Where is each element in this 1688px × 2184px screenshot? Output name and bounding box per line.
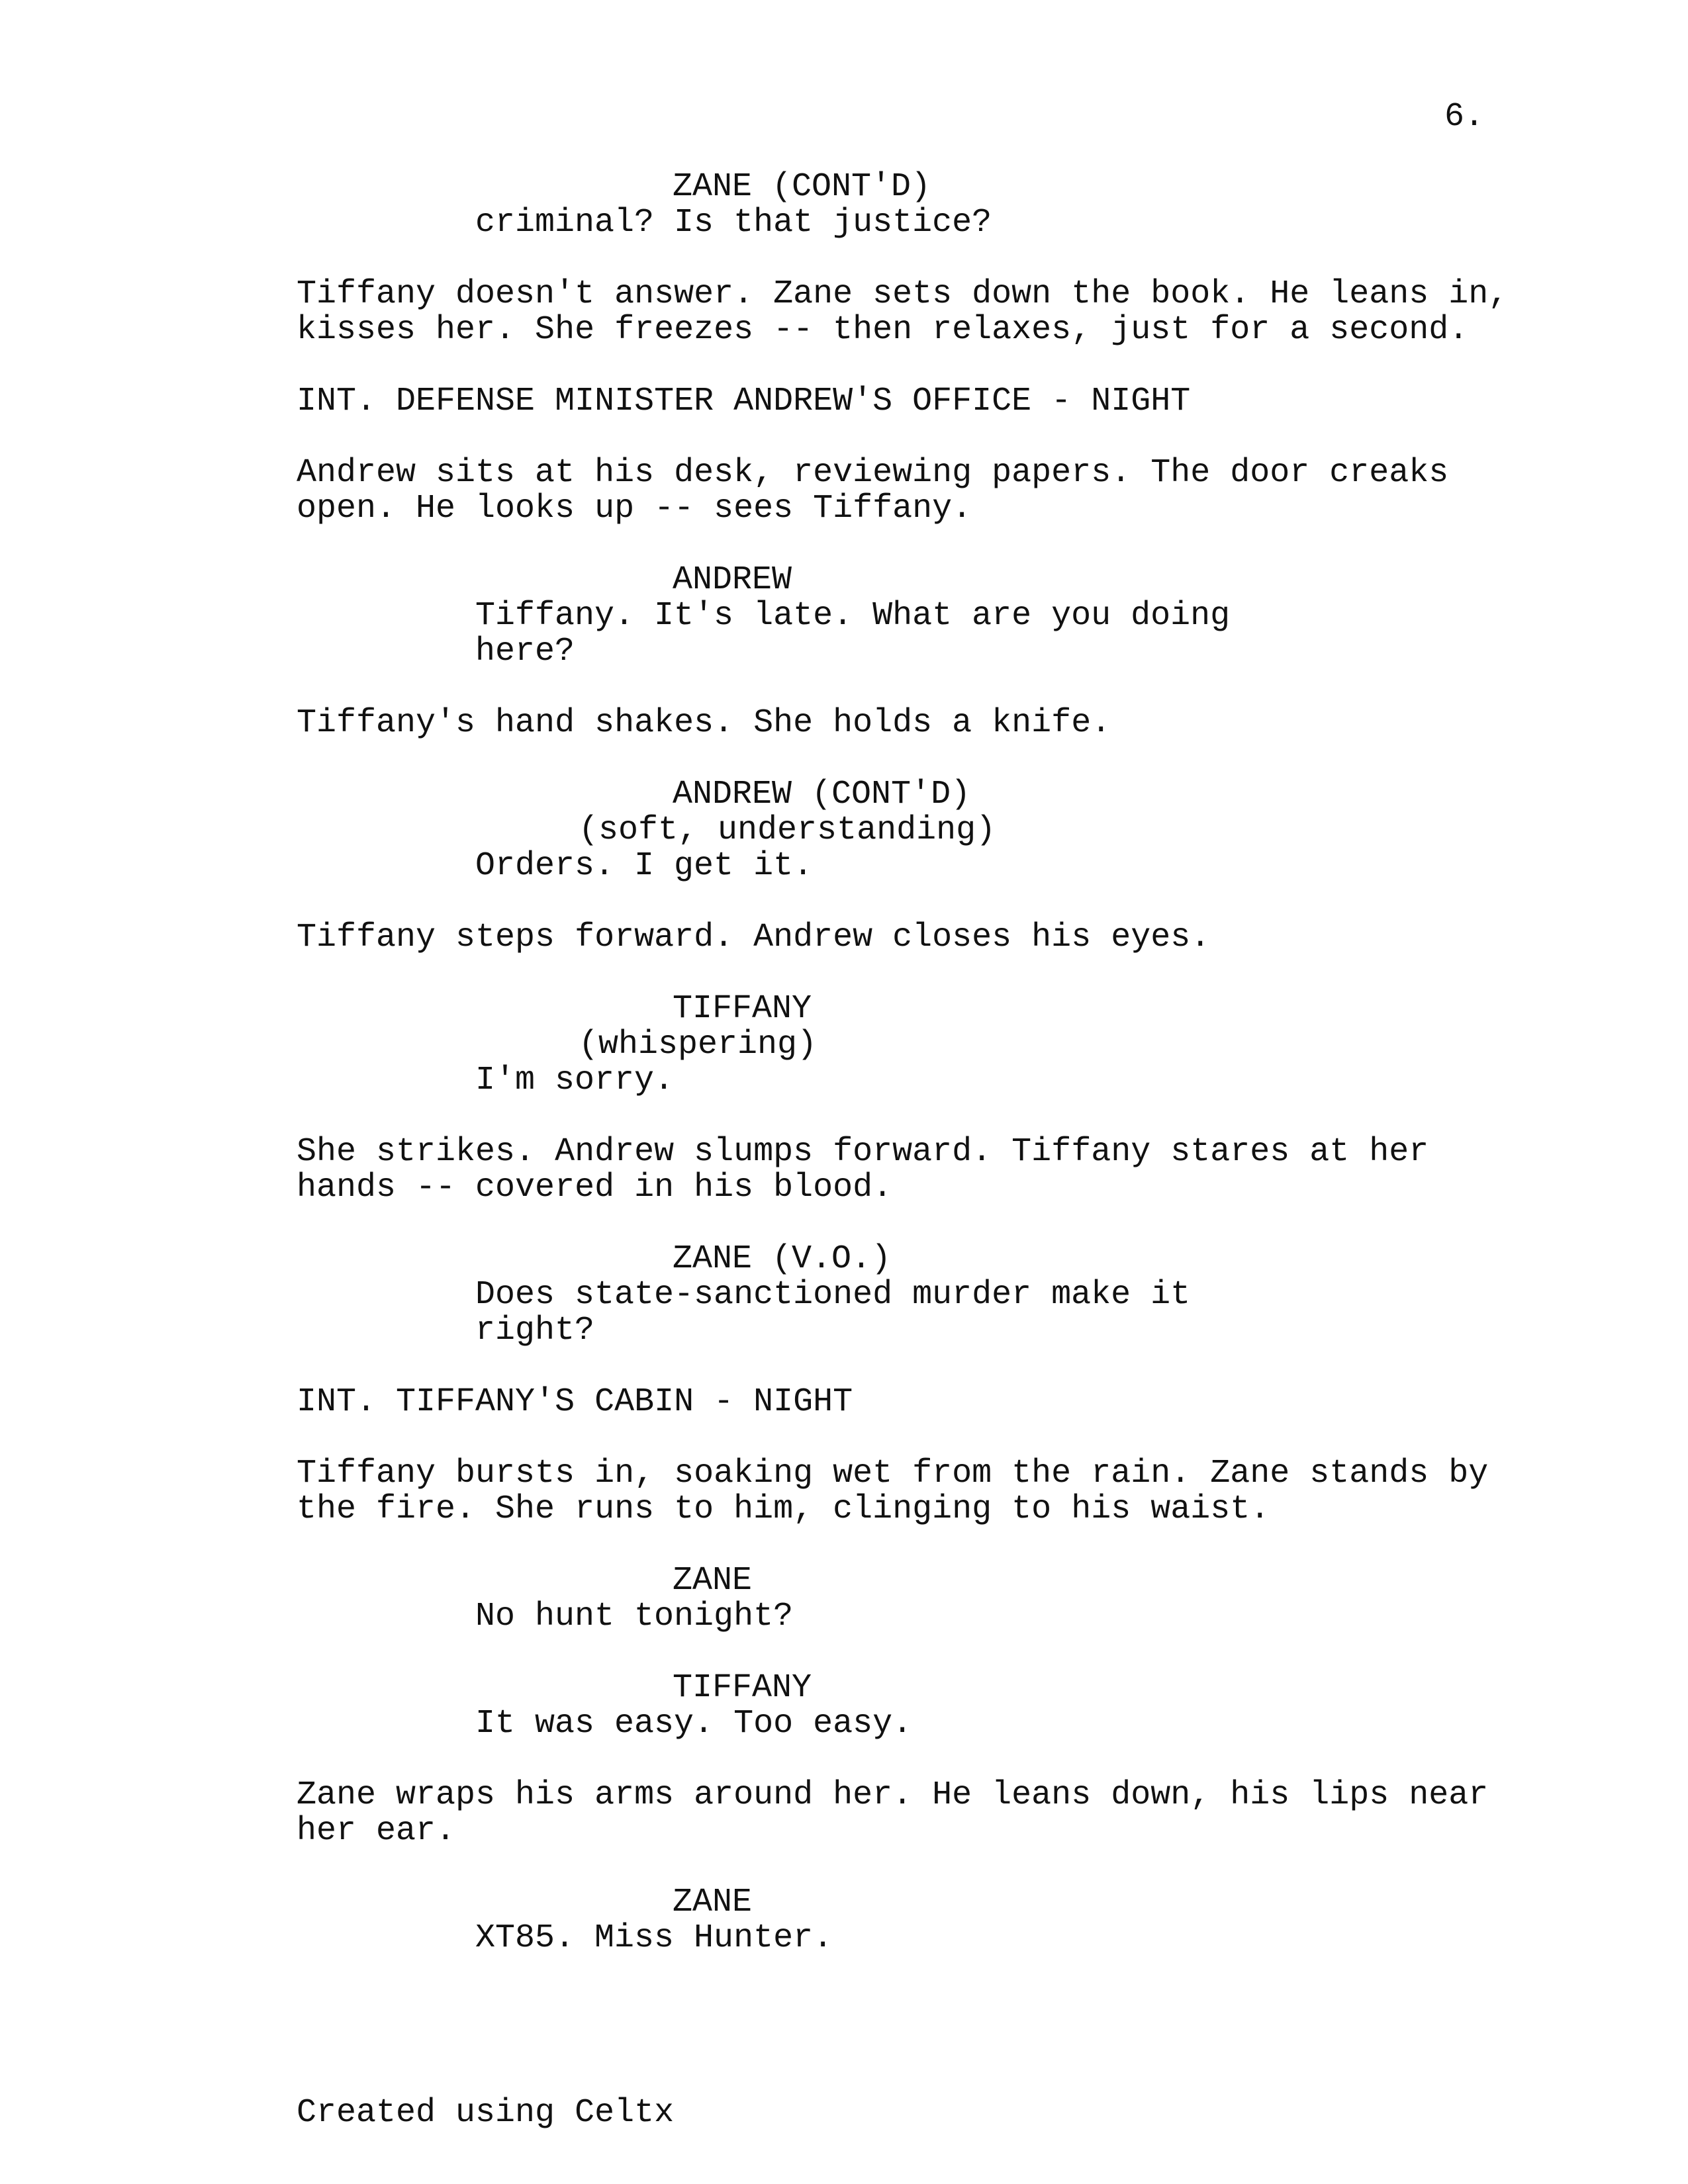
scene-heading: INT. DEFENSE MINISTER ANDREW'S OFFICE - NIGHT — [297, 383, 1191, 420]
action-line: She strikes. Andrew slumps forward. Tiffany stares at her — [297, 1133, 1429, 1171]
dialogue-line: It was easy. Too easy. — [475, 1705, 913, 1743]
parenthetical: (whispering) — [579, 1026, 818, 1064]
action-line: Zane wraps his arms around her. He leans down, his lips near — [297, 1776, 1489, 1814]
scene-heading: INT. TIFFANY'S CABIN - NIGHT — [297, 1383, 853, 1421]
action-line: Andrew sits at his desk, reviewing papers. The door creaks — [297, 454, 1449, 492]
dialogue-line: XT85. Miss Hunter. — [475, 1919, 833, 1957]
character-cue: ZANE — [673, 1562, 753, 1600]
action-line: Tiffany bursts in, soaking wet from the rain. Zane stands by — [297, 1455, 1489, 1492]
action-line: open. He looks up -- sees Tiffany. — [297, 490, 972, 527]
action-line: hands -- covered in his blood. — [297, 1169, 893, 1206]
parenthetical: (soft, understanding) — [579, 811, 996, 849]
dialogue-line: criminal? Is that justice? — [475, 204, 992, 242]
action-line: Tiffany steps forward. Andrew closes his eyes. — [297, 919, 1211, 956]
character-cue: ZANE — [673, 1884, 753, 1921]
dialogue-line: Tiffany. It's late. What are you doing — [475, 597, 1231, 635]
footer-credit: Created using Celtx — [297, 2094, 675, 2132]
character-cue: ANDREW (CONT'D) — [673, 776, 971, 813]
action-line: the fire. She runs to him, clinging to his waist. — [297, 1490, 1270, 1528]
dialogue-line: I'm sorry. — [475, 1062, 675, 1099]
action-line: her ear. — [297, 1812, 456, 1850]
page-number: 6. — [1444, 98, 1485, 136]
character-cue: ZANE (V.O.) — [673, 1240, 892, 1278]
dialogue-line: No hunt tonight? — [475, 1598, 794, 1635]
character-cue: ZANE (CONT'D) — [673, 168, 931, 206]
character-cue: TIFFANY — [673, 990, 812, 1028]
action-line: Tiffany doesn't answer. Zane sets down the book. He leans in, — [297, 275, 1509, 313]
dialogue-line: Orders. I get it. — [475, 847, 814, 885]
action-line: kisses her. She freezes -- then relaxes, just for a second. — [297, 311, 1469, 349]
character-cue: TIFFANY — [673, 1669, 812, 1707]
dialogue-line: right? — [475, 1312, 595, 1349]
dialogue-line: here? — [475, 633, 575, 670]
character-cue: ANDREW — [673, 561, 792, 599]
dialogue-line: Does state-sanctioned murder make it — [475, 1276, 1191, 1314]
action-line: Tiffany's hand shakes. She holds a knife. — [297, 704, 1111, 742]
